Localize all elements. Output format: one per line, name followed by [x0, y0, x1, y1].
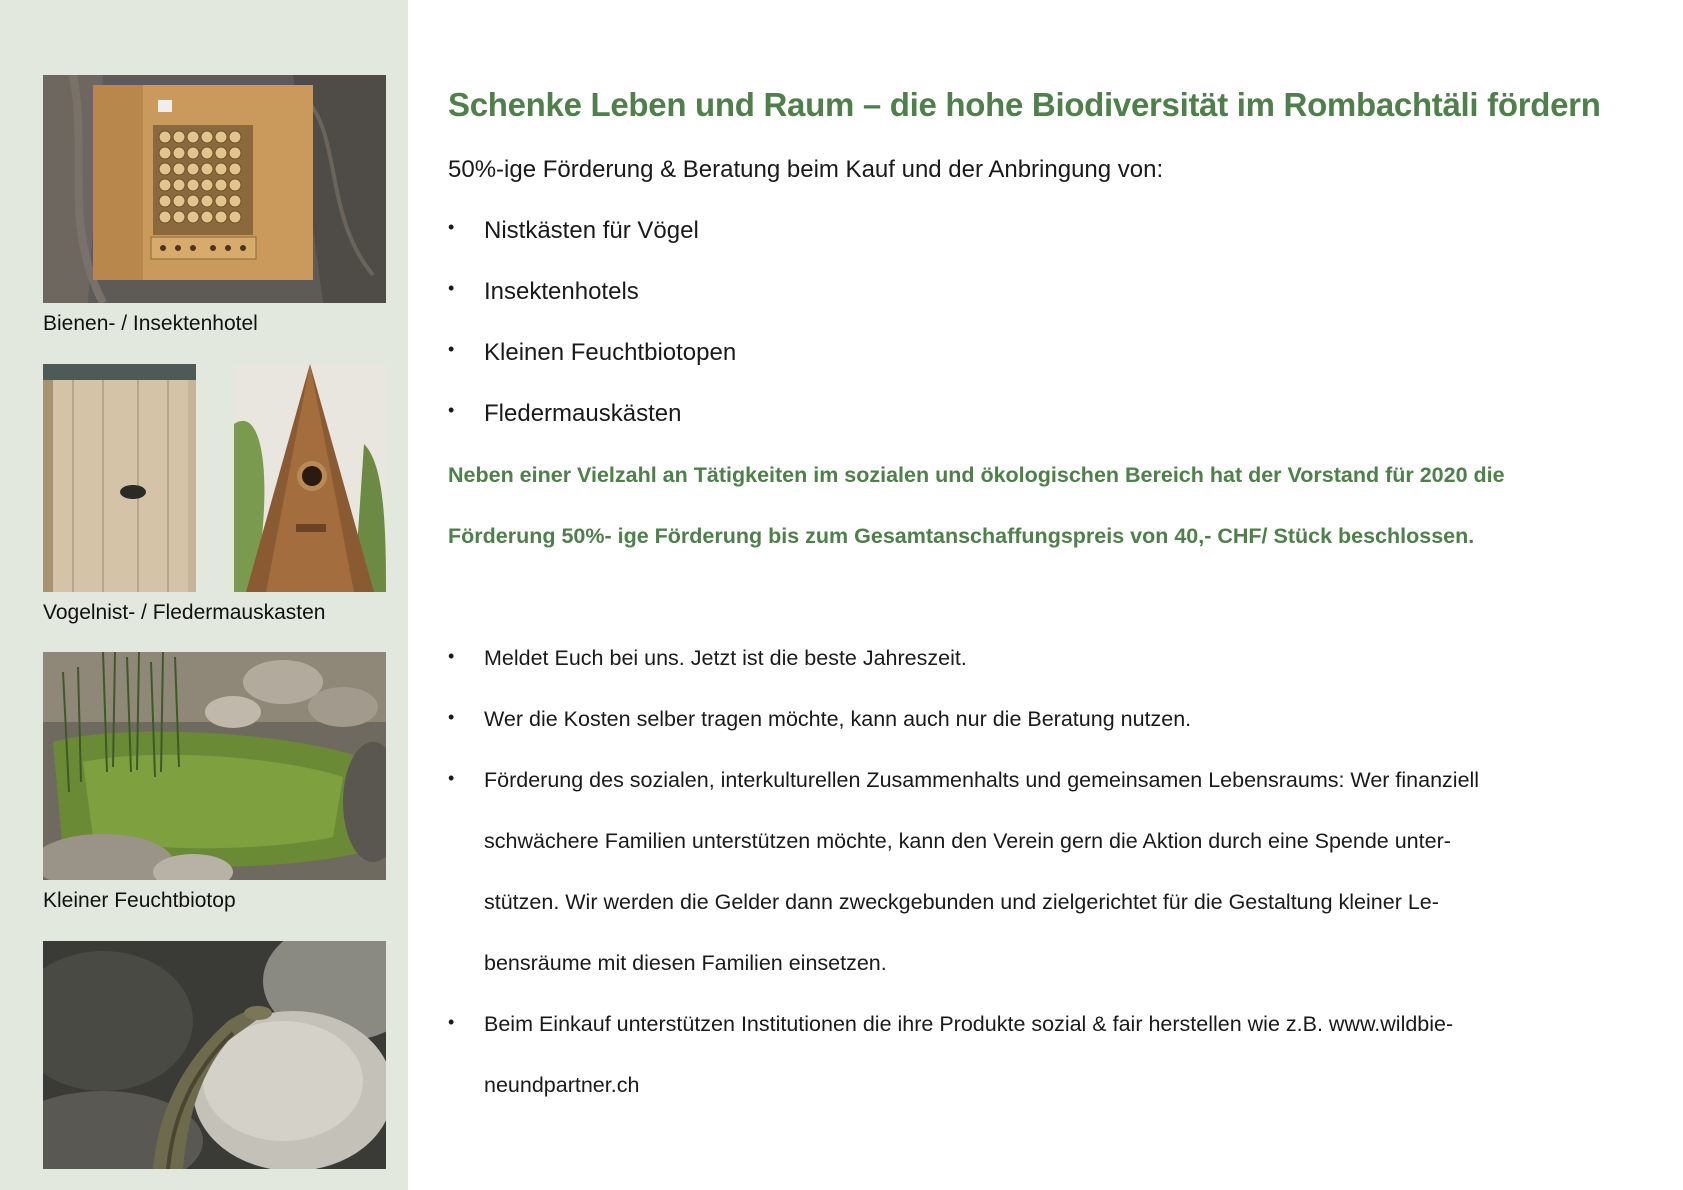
- caption-insect-hotel: Bienen- / Insektenhotel: [43, 312, 258, 335]
- insect-hotel-photo: [43, 75, 386, 303]
- caption-bird-bat-box: Vogelnist- / Fledermauskasten: [43, 601, 326, 624]
- website-link[interactable]: neundpartner.ch: [484, 1073, 640, 1097]
- nest-box-photo: [43, 364, 196, 592]
- highlight-text-line: Neben einer Vielzahl an Tätigkeiten im sozialen und ökologischen Bereich hat der Vorstand für 2020 die: [448, 463, 1505, 487]
- sidebar: [0, 0, 408, 1190]
- birdhouse-photo: [234, 364, 386, 592]
- caption-wetland: Kleiner Feuchtbiotop: [43, 889, 236, 912]
- highlight-text-line: Förderung 50%- ige Förderung bis zum Gesamtanschaffungspreis von 40,- CHF/ Stück beschlossen.: [448, 524, 1475, 548]
- wetland-photo: [43, 652, 386, 880]
- lizard-photo: [43, 941, 386, 1169]
- intro-text: 50%-ige Förderung & Beratung beim Kauf und der Anbringung von:: [448, 156, 1164, 183]
- page-title: Schenke Leben und Raum – die hohe Biodiversität im Rombachtäli fördern: [448, 86, 1601, 123]
